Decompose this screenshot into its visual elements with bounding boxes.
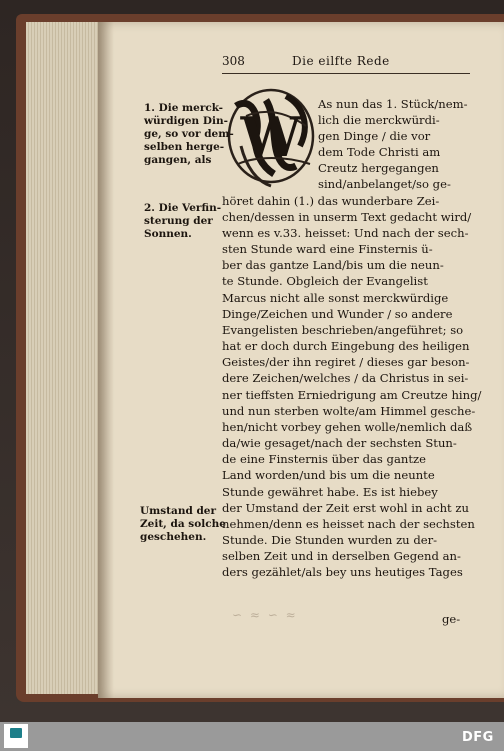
margin-note-line: sterung der	[144, 215, 213, 227]
body-line: lich die merckwürdi-	[318, 113, 440, 127]
body-line: ders gezählet/als bey uns heutiges Tages	[222, 565, 463, 579]
gutter-shadow	[98, 22, 114, 698]
decorated-initial-w	[226, 86, 316, 192]
body-line: dem Tode Christi am	[318, 145, 441, 159]
initial-letter: W	[240, 105, 302, 169]
dfg-logo: DFG	[462, 730, 494, 745]
body-line: hen/nicht vorbey gehen wolle/nemlich daß	[222, 420, 473, 434]
body-line: Geistes/der ihn regiret / dieses gar beson-	[222, 355, 470, 369]
body-line: chen/dessen in unserm Text gedacht wird/	[222, 210, 472, 224]
body-line: selben Zeit und in derselben Gegend an-	[222, 549, 461, 563]
viewer-footer	[0, 722, 504, 751]
body-line: dere Zeichen/welches / da Christus in sei-	[222, 371, 469, 385]
body-line: Marcus nicht alle sonst merckwürdige	[222, 291, 449, 305]
body-line: nehmen/denn es heisset nach der sechsten	[222, 517, 475, 531]
body-line: Creutz hergegangen	[318, 161, 439, 175]
body-line: und nun sterben wolte/am Himmel gesche-	[222, 404, 476, 418]
margin-note-line: gangen, als	[144, 154, 212, 166]
body-line: da/wie gesaget/nach der sechsten Stun-	[222, 436, 457, 450]
margin-note-1	[144, 102, 234, 167]
body-line: As nun das 1. Stück/nem-	[318, 97, 468, 111]
bleed-through-marks: ∽ ≈ ∽ ≈	[232, 608, 298, 622]
body-line: te Stunde. Obgleich der Evangelist	[222, 274, 428, 288]
margin-note-line: 2. Die Verfin-	[144, 202, 222, 214]
body-line: hat er doch durch Eingebung des heiligen	[222, 339, 470, 353]
margin-note-line: würdigen Din-	[144, 115, 228, 127]
body-line: sten Stunde ward eine Finsternis ü-	[222, 242, 433, 256]
catchword: ge-	[442, 612, 461, 626]
margin-note-line: selben herge-	[144, 141, 225, 153]
running-header	[222, 54, 470, 72]
body-line: de eine Finsternis über das gantze	[222, 452, 426, 466]
body-line: sind/anbelanget/so ge-	[318, 177, 451, 191]
running-title: Die eilfte Rede	[292, 54, 390, 68]
body-line: der Umstand der Zeit erst wohl in acht zu	[222, 501, 469, 515]
body-line: ner tieffsten Erniedrigung am Creutze hing/	[222, 388, 482, 402]
page-edges	[26, 22, 106, 694]
header-rule	[222, 73, 470, 74]
margin-note-line: geschehen.	[140, 531, 207, 543]
page-number: 308	[222, 54, 245, 68]
margin-note-line: Sonnen.	[144, 228, 192, 240]
body-line: gen Dinge / die vor	[318, 129, 431, 143]
library-logo	[4, 724, 28, 748]
body-line: Land worden/und bis um die neunte	[222, 468, 435, 482]
body-line: Evangelisten beschrieben/angeführet; so	[222, 323, 464, 337]
margin-note-line: ge, so vor dem-	[144, 128, 234, 140]
body-line: Dinge/Zeichen und Wunder / so andere	[222, 307, 453, 321]
margin-note-line: 1. Die merck-	[144, 102, 223, 114]
body-line: Stunde. Die Stunden wurden zu der-	[222, 533, 438, 547]
margin-note-3	[140, 505, 226, 544]
body-line: wenn es v.33. heisset: Und nach der sech-	[222, 226, 469, 240]
margin-note-line: Zeit, da solche	[140, 518, 226, 530]
body-line: Stunde gewähret habe. Es ist hiebey	[222, 485, 438, 499]
margin-note-2	[144, 202, 221, 241]
margin-note-line: Umstand der	[140, 505, 217, 517]
body-line: höret dahin (1.) das wunderbare Zei-	[222, 194, 440, 208]
body-line: ber das gantze Land/bis um die neun-	[222, 258, 444, 272]
